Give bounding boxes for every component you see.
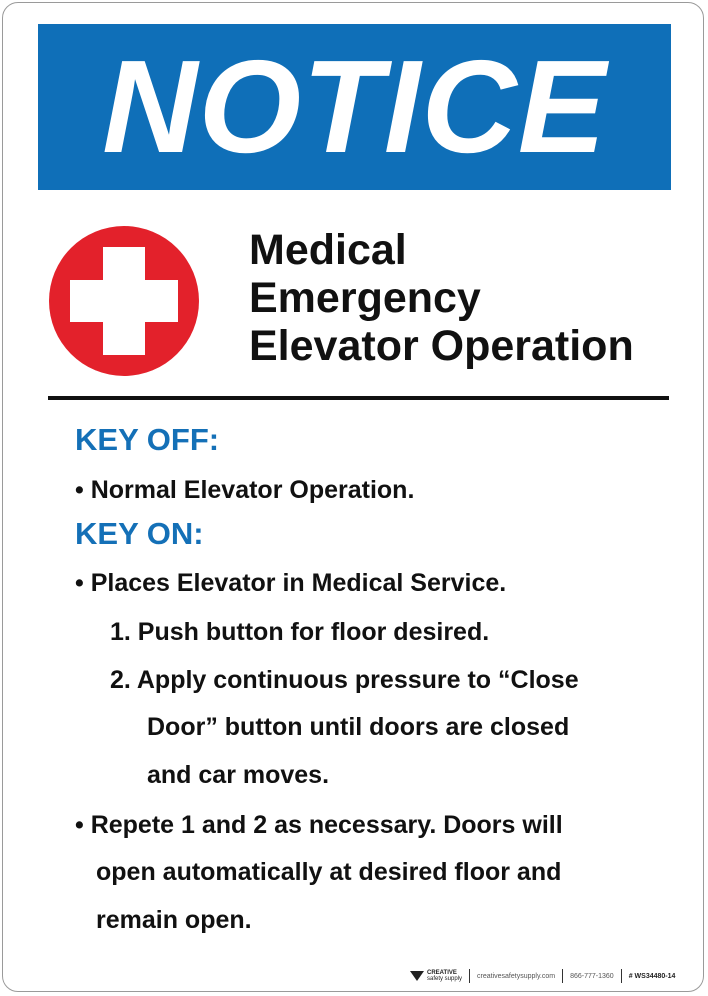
footer-separator — [469, 969, 470, 983]
notice-banner — [38, 24, 671, 190]
step-2-line-1: 2. Apply continuous pressure to “Close — [110, 666, 579, 694]
step-2-line-3: and car moves. — [147, 761, 330, 789]
brand-bottom: safety supply — [427, 976, 463, 982]
sign-title — [249, 226, 634, 370]
repeat-line-2: open automatically at desired floor and — [96, 858, 562, 886]
key-on-heading: KEY ON: — [75, 516, 204, 551]
brand-top: CREATIVE — [427, 970, 457, 976]
footer-website: creativesafetysupply.com — [477, 972, 556, 980]
step-2-line-2: Door” button until doors are closed — [147, 713, 570, 741]
key-off-heading: KEY OFF: — [75, 422, 220, 457]
notice-label: NOTICE — [102, 33, 607, 180]
key-on-bullet: • Places Elevator in Medical Service. — [75, 569, 507, 597]
footer-phone: 866-777-1360 — [570, 972, 614, 980]
title-line-2: Emergency — [249, 274, 481, 322]
footer-separator — [562, 969, 563, 983]
key-off-bullet: • Normal Elevator Operation. — [75, 476, 415, 504]
footer-separator — [621, 969, 622, 983]
medical-cross-icon — [48, 225, 200, 377]
step-1: 1. Push button for floor desired. — [110, 618, 490, 646]
repeat-line-1: • Repete 1 and 2 as necessary. Doors will — [75, 811, 563, 839]
repeat-line-3: remain open. — [96, 906, 252, 934]
title-line-1: Medical — [249, 226, 407, 274]
brand-mark-icon — [410, 971, 424, 981]
brand-logo — [410, 970, 462, 982]
divider-rule — [48, 396, 669, 400]
footer — [410, 968, 675, 984]
footer-item-number: # WS34480-14 — [628, 972, 676, 980]
title-line-3: Elevator Operation — [249, 322, 634, 370]
